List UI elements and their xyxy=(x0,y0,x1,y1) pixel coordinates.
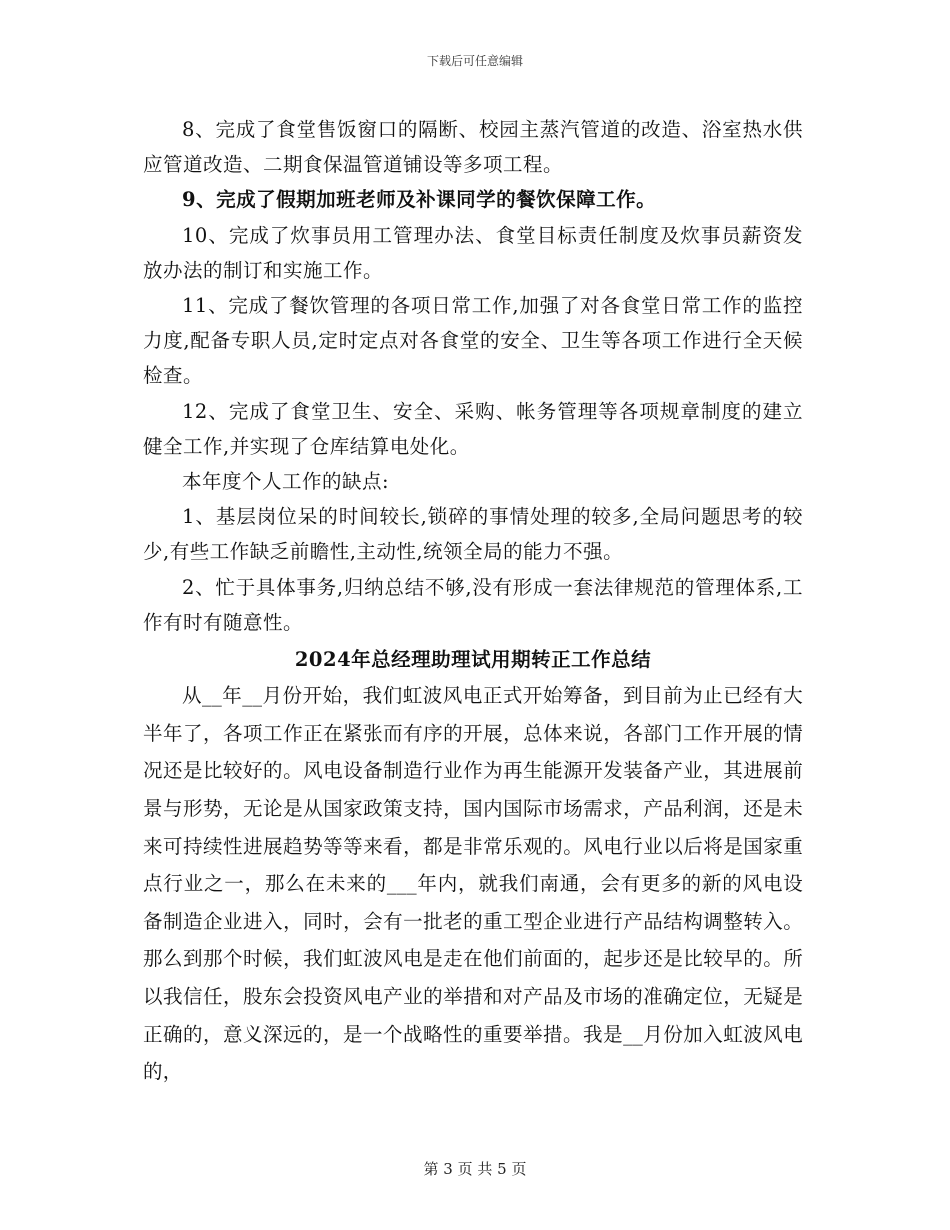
paragraph-item-11: 11、完成了餐饮管理的各项日常工作,加强了对各食堂日常工作的监控力度,配备专职人员,定时定点对各食堂的安全、卫生等各项工作进行全天候检查。 xyxy=(143,294,803,388)
page-footer: 第 3 页 共 5 页 xyxy=(423,1160,527,1178)
paragraph-shortcomings-heading: 本年度个人工作的缺点: xyxy=(182,470,390,494)
section-achievements xyxy=(143,112,803,640)
paragraph-shortcoming-2: 2、忙于具体事务,归纳总结不够,没有形成一套法律规范的管理体系,工作有时有随意性。 xyxy=(143,575,803,634)
section-title: 2024年总经理助理试用期转正工作总结 xyxy=(294,648,652,672)
paragraph-item-9: 9、完成了假期加班老师及补课同学的餐饮保障工作。 xyxy=(182,188,657,212)
paragraph-item-8: 8、完成了食堂售饭窗口的隔断、校园主蒸汽管道的改造、浴室热水供应管道改造、二期食保温管道铺设等多项工程。 xyxy=(143,118,803,177)
page-header: 下载后可任意编辑 xyxy=(426,54,523,68)
paragraph-item-12: 12、完成了食堂卫生、安全、采购、帐务管理等各项规章制度的建立健全工作,并实现了仓库结算电处化。 xyxy=(143,399,803,458)
paragraph-summary: 从__年__月份开始，我们虹波风电正式开始筹备，到目前为止已经有大半年了，各项工作正在紧张而有序的开展，总体来说，各部门工作开展的情况还是比较好的。风电设备制造行业作为再生能源开发装备产业，其进展前景与形势，无论是从国家政策支持，国内国际市场需求，产品利润，还是未来可持续性进展趋势等等来看，都是非常乐观的。风电行业以后将是国家重点行业之一，那么在未来的___年内，就我们南通，会有更多的新的风电设备制造企业进入，同时，会有一批老的重工型企业进行产品结构调整转入。那么到那个时候，我们虹波风电是走在他们前面的，起步还是比较早的。所以我信任，股东会投资风电产业的举措和对产品及市场的准确定位，无疑是正确的，意义深远的，是一个战略性的重要举措。我是__月份加入虹波风电的， xyxy=(143,684,803,1084)
paragraph-shortcoming-1: 1、基层岗位呆的时间较长,锁碎的事情处理的较多,全局问题思考的较少,有些工作缺乏前瞻性,主动性,统领全局的能力不强。 xyxy=(143,505,803,564)
section-summary xyxy=(143,677,803,1091)
paragraph-item-10: 10、完成了炊事员用工管理办法、食堂目标责任制度及炊事员薪资发放办法的制订和实施工作。 xyxy=(143,223,803,282)
document-body xyxy=(143,112,803,1091)
